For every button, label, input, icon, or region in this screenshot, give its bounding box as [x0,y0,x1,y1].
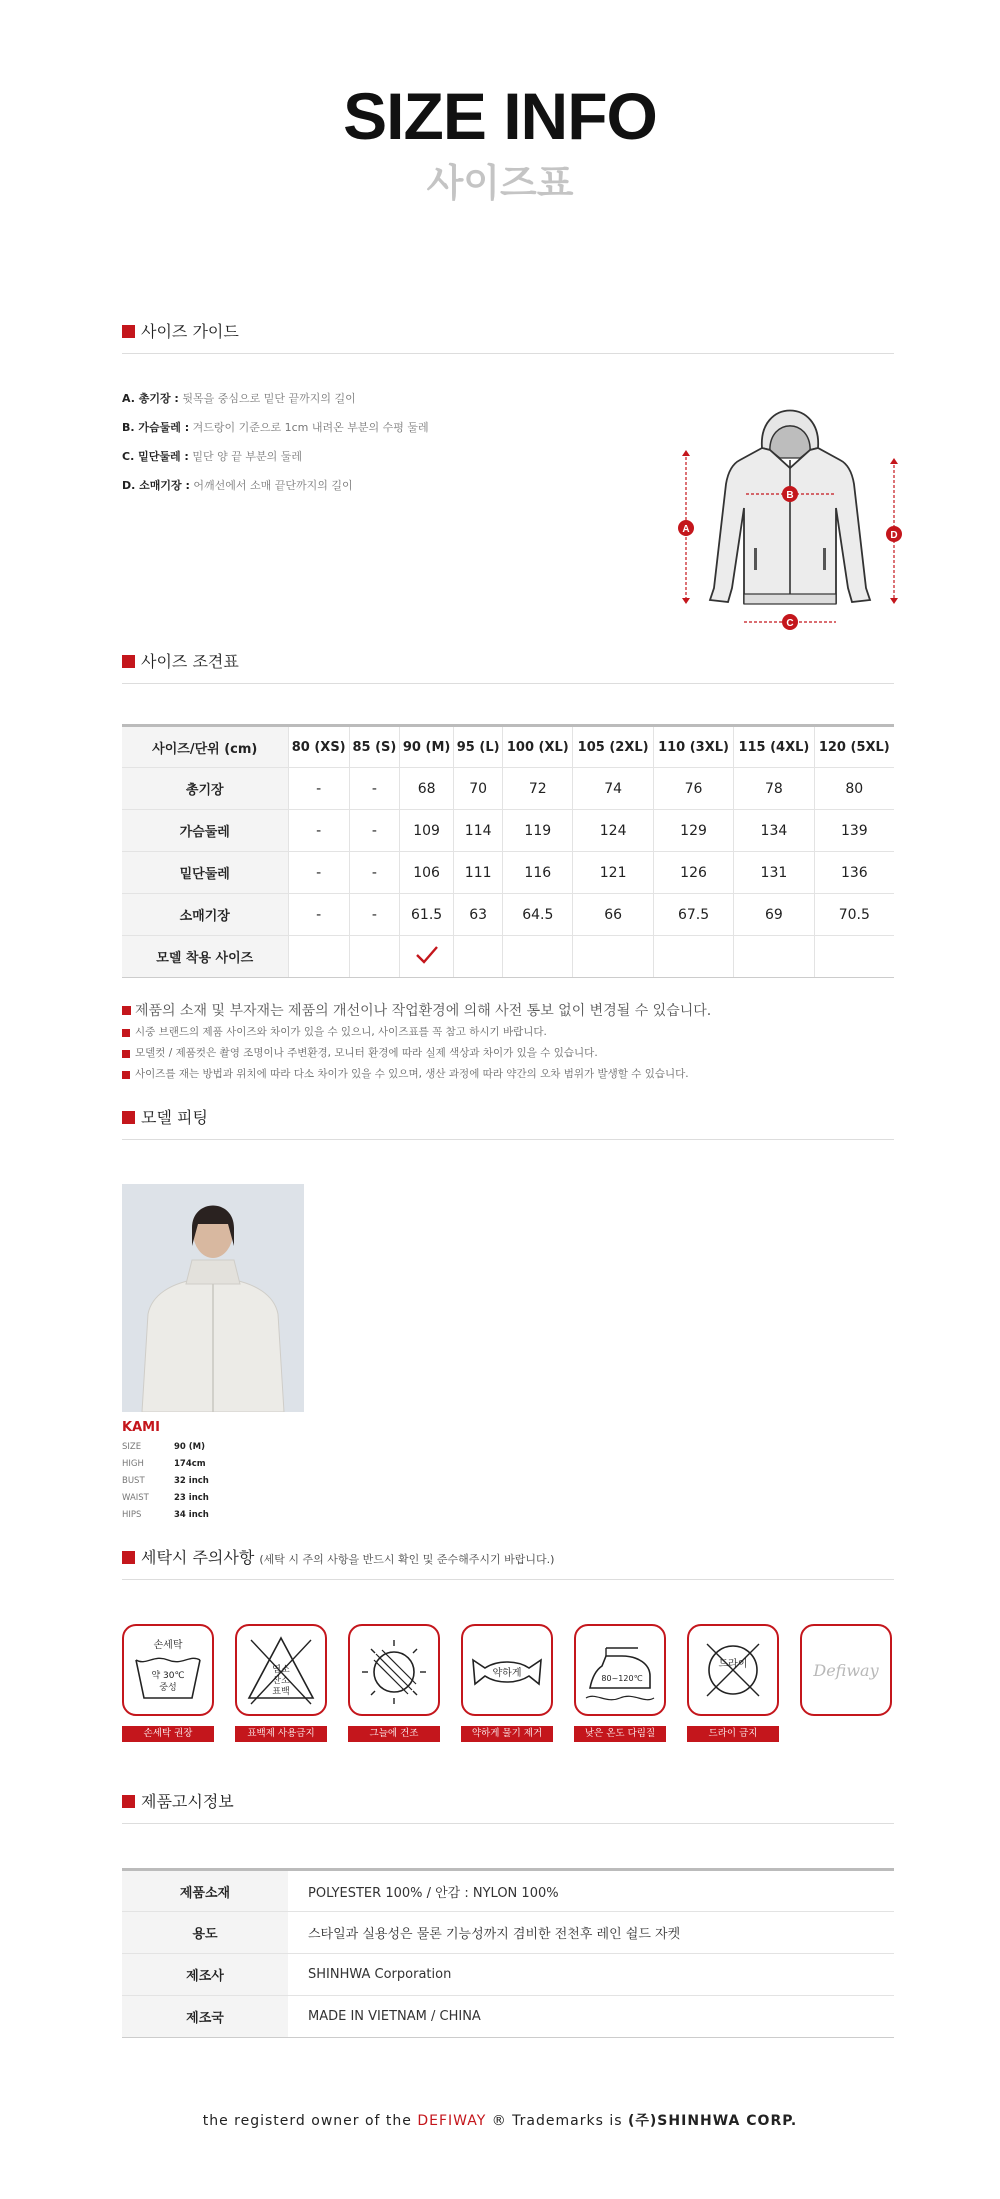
spec-row: HIGH 174cm [122,1459,206,1469]
cell: 136 [814,852,894,894]
shade-dry-icon [348,1624,440,1716]
table-row [122,1954,894,1996]
care-item [122,1624,214,1742]
section-size-guide [122,320,894,354]
size-col-header: 95 (L) [454,726,503,768]
size-header-label: 사이즈/단위 (cm) [122,726,288,768]
footer-brand: DEFIWAY [417,2113,487,2129]
section-care [122,1546,894,1580]
cell [454,936,503,978]
section-size-table [122,650,894,684]
checkmark-icon [415,945,439,965]
info-label: 제조사 [122,1954,288,1996]
size-col-header: 85 (S) [349,726,399,768]
cell: 68 [400,768,454,810]
size-table [122,724,894,978]
size-col-header: 120 (5XL) [814,726,894,768]
brand-logo [800,1624,892,1716]
info-label: 제조국 [122,1996,288,2038]
svg-text:손세탁: 손세탁 [153,1640,183,1651]
spec-row: WAIST 23 inch [122,1493,209,1503]
size-col-header: 110 (3XL) [653,726,733,768]
info-label: 용도 [122,1912,288,1954]
product-info-table [122,1868,894,2038]
svg-text:C: C [786,618,794,629]
low-iron-icon [574,1624,666,1716]
model-specs [122,1442,209,1527]
cell [400,936,454,978]
cell: - [349,768,399,810]
row-label: 모델 착용 사이즈 [122,936,288,978]
no-dry-clean-icon [687,1624,779,1716]
size-col-header: 105 (2XL) [573,726,653,768]
care-caption: 드라이 금지 [687,1726,779,1742]
cell [573,936,653,978]
cell [288,936,349,978]
cell: - [288,768,349,810]
cell: 109 [400,810,454,852]
cell: - [349,894,399,936]
cell: 74 [573,768,653,810]
care-item [235,1624,327,1742]
cell [814,936,894,978]
table-row [122,1996,894,2038]
section-product-info [122,1790,894,1824]
cell: 72 [503,768,573,810]
section-title: 세탁시 주의사항 (세탁 시 주의 사항을 반드시 확인 및 준수해주시기 바랍니다.) [141,1548,555,1567]
svg-text:80~120℃: 80~120℃ [601,1674,643,1683]
spec-row: BUST 32 inch [122,1476,209,1486]
row-label: 소매기장 [122,894,288,936]
svg-text:표백: 표백 [272,1687,290,1697]
cell: - [349,810,399,852]
cell: 131 [734,852,814,894]
svg-text:중성: 중성 [159,1683,177,1693]
table-row-model-size [122,936,894,978]
table-row [122,894,894,936]
notes-list [122,1000,894,1087]
cell: - [288,810,349,852]
cell: - [288,894,349,936]
cell: 69 [734,894,814,936]
cell: 116 [503,852,573,894]
cell: 114 [454,810,503,852]
svg-text:산소: 산소 [272,1676,290,1686]
cell: 63 [454,894,503,936]
size-guide-list [122,390,542,506]
info-value: SHINHWA Corporation [288,1954,894,1996]
no-bleach-icon [235,1624,327,1716]
guide-item: B. 가슴둘레 : 겨드랑이 기준으로 1cm 내려온 부분의 수평 둘레 [122,421,429,434]
size-header-row [122,726,894,768]
care-item [461,1624,553,1742]
care-caption: 표백제 사용금지 [235,1726,327,1742]
cell: 80 [814,768,894,810]
cell: 70.5 [814,894,894,936]
spec-row: SIZE 90 (M) [122,1442,206,1452]
section-marker [122,325,135,338]
cell: 76 [653,768,733,810]
cell [653,936,733,978]
section-marker [122,1795,135,1808]
section-title: 제품고시정보 [141,1792,234,1811]
section-title: 모델 피팅 [141,1108,208,1127]
page-title: SIZE INFO [343,79,657,153]
gentle-wring-icon [461,1624,553,1716]
section-marker [122,1111,135,1124]
care-caption: 약하게 물기 제거 [461,1726,553,1742]
svg-text:Defiway: Defiway [813,1661,879,1680]
hand-wash-icon [122,1624,214,1716]
page-subtitle: 사이즈표 [426,161,574,205]
note-item: 모델컷 / 제품컷은 촬영 조명이나 주변환경, 모니터 환경에 따라 실제 색상과 차이가 있을 수 있습니다. [122,1045,894,1066]
table-row [122,1912,894,1954]
section-title: 사이즈 조견표 [141,652,239,671]
svg-text:염소: 염소 [272,1665,290,1675]
cell: 78 [734,768,814,810]
cell: 106 [400,852,454,894]
note-item: 사이즈를 재는 방법과 위치에 따라 다소 차이가 있을 수 있으며, 생산 과정에 따라 약간의 오차 범위가 발생할 수 있습니다. [122,1066,894,1087]
cell: - [288,852,349,894]
svg-text:약 30℃: 약 30℃ [151,1671,185,1681]
cell: 111 [454,852,503,894]
svg-text:A: A [682,524,690,535]
size-col-header: 90 (M) [400,726,454,768]
size-col-header: 80 (XS) [288,726,349,768]
note-item: 제품의 소재 및 부자재는 제품의 개선이나 작업환경에 의해 사전 통보 없이 변경될 수 있습니다. [122,1000,894,1024]
guide-item: C. 밑단둘레 : 밑단 양 끝 부분의 둘레 [122,450,302,463]
svg-text:B: B [786,490,794,501]
info-label: 제품소재 [122,1870,288,1912]
section-model-fitting [122,1106,894,1140]
section-marker [122,1551,135,1564]
jacket-diagram [670,388,910,633]
svg-text:약하게: 약하게 [492,1668,522,1679]
footer: the registerd owner of the DEFIWAY ® Trademarks is (주)SHINHWA CORP. [202,2113,798,2129]
cell: 66 [573,894,653,936]
info-value: MADE IN VIETNAM / CHINA [288,1996,894,2038]
table-row [122,810,894,852]
cell: 134 [734,810,814,852]
cell: 61.5 [400,894,454,936]
cell [349,936,399,978]
svg-text:드라이: 드라이 [718,1659,748,1670]
cell: 121 [573,852,653,894]
cell: 119 [503,810,573,852]
care-caption: 그늘에 건조 [348,1726,440,1742]
cell: 139 [814,810,894,852]
care-logo-item [800,1624,892,1716]
table-row [122,1870,894,1912]
cell: 129 [653,810,733,852]
info-value: POLYESTER 100% / 안감 : NYLON 100% [288,1870,894,1912]
care-caption: 손세탁 권장 [122,1726,214,1742]
cell: 70 [454,768,503,810]
cell: - [349,852,399,894]
guide-item: D. 소매기장 : 어깨선에서 소매 끝단까지의 길이 [122,479,353,492]
cell: 64.5 [503,894,573,936]
svg-text:D: D [890,530,898,541]
guide-item: A. 총기장 : 뒷목을 중심으로 밑단 끝까지의 길이 [122,392,356,405]
cell [734,936,814,978]
cell: 124 [573,810,653,852]
care-item [687,1624,779,1742]
table-row [122,768,894,810]
care-icons [122,1624,912,1739]
care-item [348,1624,440,1742]
table-row [122,852,894,894]
section-marker [122,655,135,668]
row-label: 가슴둘레 [122,810,288,852]
note-item: 시중 브랜드의 제품 사이즈와 차이가 있을 수 있으니, 사이즈표를 꼭 참고 하시기 바랍니다. [122,1024,894,1045]
row-label: 밑단둘레 [122,852,288,894]
care-caption: 낮은 온도 다림질 [574,1726,666,1742]
size-col-header: 100 (XL) [503,726,573,768]
footer-corp: (주)SHINHWA CORP. [627,2113,798,2129]
model-name: KAMI [122,1420,160,1435]
spec-row: HIPS 34 inch [122,1510,209,1520]
section-title: 사이즈 가이드 [141,322,239,341]
model-photo [122,1184,304,1412]
row-label: 총기장 [122,768,288,810]
size-col-header: 115 (4XL) [734,726,814,768]
care-item [574,1624,666,1742]
info-value: 스타일과 실용성은 물론 기능성까지 겸비한 전천후 레인 쉴드 자켓 [288,1912,894,1954]
cell [503,936,573,978]
cell: 67.5 [653,894,733,936]
cell: 126 [653,852,733,894]
